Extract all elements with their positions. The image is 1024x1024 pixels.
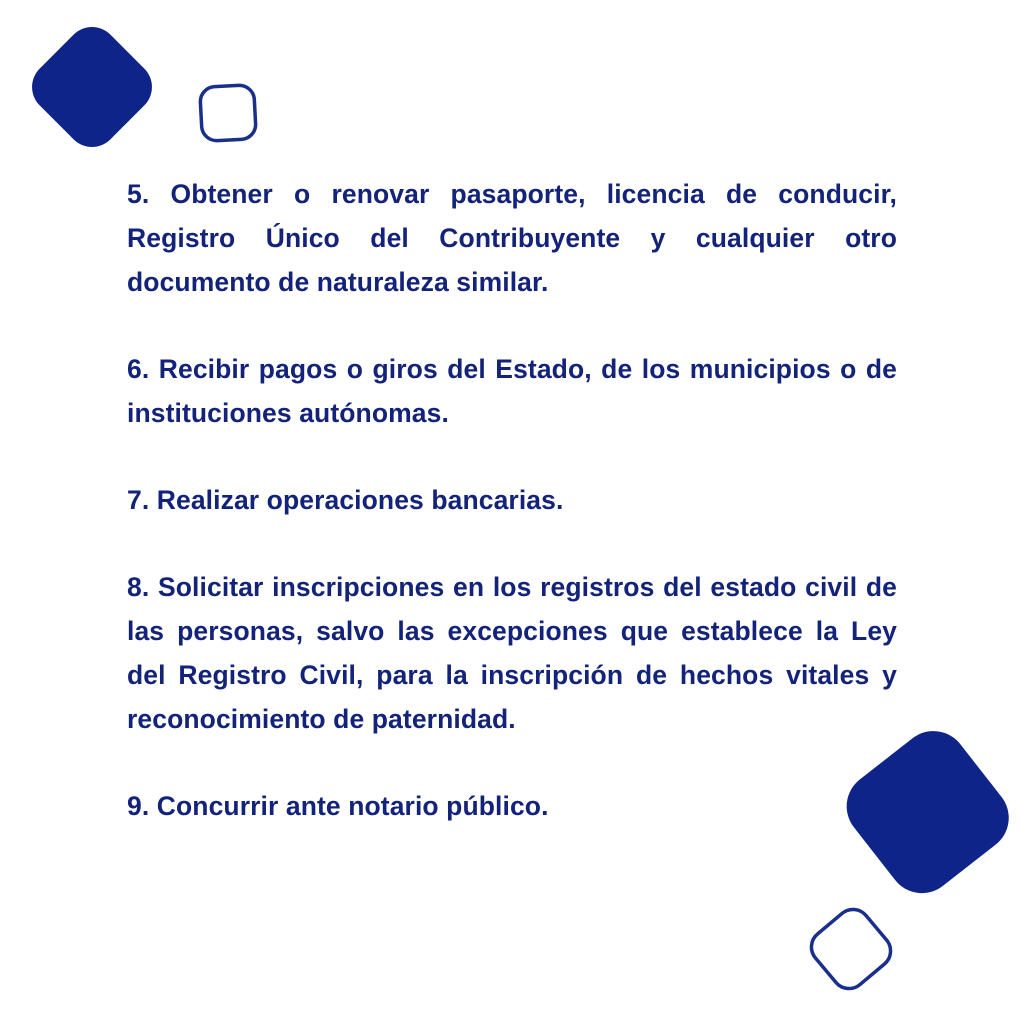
list-item-7: 7. Realizar operaciones bancarias. <box>127 485 564 515</box>
decorative-filled-square-top-left <box>20 15 165 160</box>
list-item-5: 5. Obtener o renovar pasaporte, licencia de conducir, Registro Único del Contribuyente y cualquier otro documento de naturaleza similar. <box>127 179 897 297</box>
list-item-9: 9. Concurrir ante notario público. <box>127 791 549 821</box>
decorative-outline-square-bottom-right <box>800 898 902 1000</box>
list-item-6: 6. Recibir pagos o giros del Estado, de los municipios o de instituciones autónomas. <box>127 354 897 428</box>
decorative-outline-square-top <box>195 80 263 146</box>
list-content <box>127 172 897 871</box>
list-item-8: 8. Solicitar inscripciones en los registros del estado civil de las personas, salvo las excepciones que establece la Ley del Registro Civil, para la inscripción de hechos vitales y reconocimiento de paternidad. <box>127 572 897 734</box>
